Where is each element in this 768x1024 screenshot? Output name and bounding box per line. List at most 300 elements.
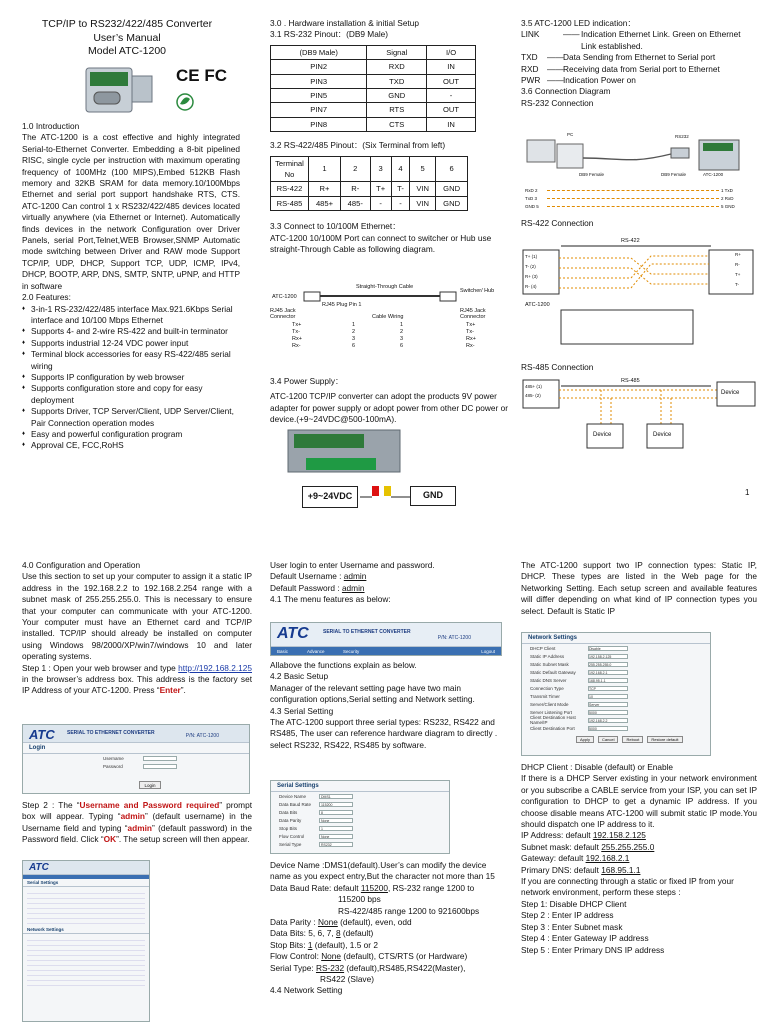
atc-logo: ATC — [29, 727, 55, 742]
login-user-row — [23, 754, 249, 762]
login-button[interactable]: Login — [139, 781, 161, 789]
table-cell: PIN8 — [271, 117, 367, 131]
step2-c: ” (default username) in the Username field and typing “ — [22, 811, 253, 833]
pin-label: R+ (3) — [525, 274, 538, 279]
configuration-heading: 4.0 Configuration and Operation — [22, 560, 141, 570]
default-username-line — [270, 571, 506, 582]
network-field-label: Client Destination Host Name/IP — [530, 715, 576, 725]
wire-pin: 3 — [352, 336, 356, 342]
serial-field-value[interactable]: None — [319, 834, 353, 839]
serial-field-label: Data Bits — [279, 809, 298, 815]
table-cell: 3 — [370, 156, 391, 182]
cancel-button[interactable]: Cancel — [598, 736, 618, 743]
network-field-label: Server/Client Mode — [530, 701, 569, 707]
serial-row — [271, 840, 449, 848]
atc-logo: ATC — [29, 862, 49, 873]
wire-pin: 1 — [352, 322, 356, 328]
rs232-heading: 3.1 RS-232 Pinout：(DB9 Male) — [270, 29, 389, 40]
table-cell: RTS — [367, 103, 427, 117]
dhcp-section — [521, 762, 757, 956]
led-desc: Indication Ethernet Link. Green on Ethernet Link established. — [581, 29, 741, 51]
rs422-left-pins — [525, 254, 538, 294]
network-field-value[interactable]: 5000 — [588, 710, 628, 715]
baud-line-3: RS-422/485 range 1200 to 921600bps — [338, 905, 480, 916]
gateway-value: 192.168.2.1 — [585, 853, 630, 864]
banner-text: SERIAL TO ETHERNET CONVERTER — [323, 629, 411, 635]
db9-right-label: DB9 Female — [661, 172, 687, 177]
serial-field-label: Flow Control — [279, 833, 305, 839]
baud-value: 115200 — [360, 882, 388, 893]
serial-paragraph: The ATC-1200 support three serial types: RS232, RS422 and RS485, The user can reference hardware diagram to directly . select RS232, RS422, RS485 by software. — [270, 717, 498, 750]
configuration-section — [22, 560, 252, 697]
led-row — [521, 29, 757, 52]
network-field-label: Static DNS Server — [530, 677, 567, 683]
table-cell: PIN5 — [271, 89, 367, 103]
serial-row — [271, 832, 449, 840]
default-password-label: Default Password : — [270, 582, 342, 593]
power-paragraph: ATC-1200 TCP/IP converter can adopt the products 9V power adapter for power supply or adopt power from other DC power or device.(+9~24VDC@500-100mA). — [270, 391, 508, 425]
pin-label: T+ (1) — [525, 254, 538, 259]
serial-field-value[interactable]: 115200 — [319, 802, 353, 807]
feature-item: ♦ Approval CE, FCC,RoHS — [22, 440, 240, 451]
setup-serial-title: Serial Settings — [23, 879, 149, 887]
setup-banner — [23, 861, 149, 875]
feature-item: ♦ 3-in-1 RS-232/422/485 interface Max.921.6Kbps Serial interface and 10/100 Mbps Ethernet — [22, 304, 240, 327]
mask-line — [521, 842, 757, 853]
wire-signal: Rx+ — [466, 336, 476, 342]
table-cell: PIN7 — [271, 103, 367, 117]
serial-row — [271, 800, 449, 808]
reboot-button[interactable]: Reboot — [622, 736, 643, 743]
step2-a: Step 2 : The “ — [22, 800, 80, 810]
table-cell: VIN — [410, 182, 436, 196]
table-cell: - — [370, 196, 391, 210]
network-field-value[interactable]: 168.95.1.1 — [588, 678, 628, 683]
device-label: ATC-1200 — [272, 294, 297, 300]
table-cell: PIN3 — [271, 74, 367, 88]
led-section — [521, 18, 757, 109]
serial-field-value[interactable]: None — [319, 818, 353, 823]
menu-tab-advance[interactable]: Advance — [307, 649, 325, 654]
login-banner — [23, 725, 249, 743]
wiring-row — [525, 186, 755, 194]
serial-field-value[interactable]: 1 — [319, 826, 353, 831]
db9-left-label: DB9 Female — [579, 172, 605, 177]
mask-value: 255.255.255.0 — [601, 841, 655, 852]
rs422-right-pins — [735, 252, 741, 292]
table-cell: 6 — [436, 156, 468, 182]
baud-line-2: 115200 bps — [338, 894, 381, 905]
username-input[interactable] — [143, 756, 177, 761]
menu-tab-security[interactable]: Security — [343, 649, 360, 654]
network-field-label: Transmit Timer — [530, 693, 560, 699]
parity-value: None — [317, 917, 338, 928]
bits-rest: (default) — [340, 928, 374, 939]
network-field-value[interactable]: 255.255.255.0 — [588, 662, 628, 667]
baud-line — [270, 883, 506, 894]
network-row — [522, 668, 710, 676]
wire-line — [547, 190, 719, 191]
serial-type-rest: (default),RS485,RS422(Master), — [344, 962, 466, 973]
wire-signal: Tx+ — [292, 322, 302, 328]
network-field-label: Static IP Address — [530, 653, 565, 659]
power-device-photo — [284, 428, 404, 482]
baud-label: Data Baud Rate: default — [270, 882, 361, 893]
hardware-heading: 3.0 . Hardware installation & initial Setup — [270, 18, 419, 28]
network-field-value[interactable]: 192.168.2.1 — [588, 670, 628, 675]
menu-screenshot — [270, 622, 502, 656]
intro-paragraph: The ATC-1200 is a cost effective and highly integrated Serial-to-Ethernet Converter. Embedding a 8-bit pipelined RISC, single cycle per instruction with maximum operating frequency of 100MHz (100 MIPS),Embed 512KB Flash memory and 32KB SRAM for data memory.10/100Mbps Ethernet and serial port support handshake RTS, CTS. ATC-1200 Can control 1 x RS232/422/485 devices located virtually anywhere (via Ethernet or Internet). Automatically finds devices in the network Configuration over Driver Panels, serial Port,Telnet,WEB Browser,SNMP Automatic mode switching between Driver and RAW mode Support TCP/IP, UDP, DHCP, Support TCP, UDP, ICMP, IPv4, DHCP, BOOTP, ARP, DNS, SMTP, SNTP, uPNP, and HTTP in software — [22, 132, 240, 291]
pn-text: P/N: ATC-1200 — [185, 733, 219, 739]
rs485-drawing — [521, 374, 757, 470]
pin-label: T- (2) — [525, 264, 536, 269]
pn-text: P/N: ATC-1200 — [437, 635, 471, 641]
pin-right: 5 GND — [721, 203, 735, 209]
login-title: Login — [23, 743, 249, 754]
cable-label: Straight-Through Cable — [356, 284, 414, 290]
power-plus-label: +9~24VDC — [302, 486, 358, 508]
network-field-label: Server Listening Port — [530, 709, 573, 715]
led-name: RXD — [521, 63, 539, 74]
login-screenshot — [22, 724, 250, 794]
ce-fc-marks: CE FC — [176, 66, 227, 85]
serial-row — [271, 824, 449, 832]
switch-label: Switcher/ Hub — [460, 288, 495, 294]
manual-title-block — [22, 18, 232, 59]
network-field-label: Connection Type — [530, 685, 564, 691]
wire-signal: Rx- — [292, 343, 301, 349]
wiring-row — [525, 194, 755, 202]
dhcp-heading: DHCP Client : Disable (default) or Enable — [521, 762, 674, 772]
serial-row — [271, 808, 449, 816]
pin-label: R- — [735, 262, 740, 267]
rs232-cable-label: RS232 — [675, 134, 689, 139]
dns-label: Primary DNS: default — [521, 864, 602, 875]
login-info-text: User login to enter Username and password. — [270, 560, 435, 570]
serial-heading: 4.3 Serial Setting — [270, 705, 334, 716]
plug-label: RJ45 Plug Pin 1 — [322, 302, 362, 308]
hardware-section — [270, 18, 506, 256]
gateway-label: Gateway: default — [521, 853, 586, 864]
dns-line — [521, 865, 757, 876]
table-cell: 485- — [341, 196, 370, 210]
network-row — [522, 676, 710, 684]
step2-e: ”. The setup screen will then appear. — [116, 834, 250, 845]
features-list — [22, 304, 240, 452]
wiring-table — [292, 322, 492, 350]
serial-settings-screenshot — [270, 780, 450, 854]
led-name: TXD — [521, 52, 538, 63]
serial-field-label: Serial Type — [279, 841, 302, 847]
network-field-value[interactable]: 192.168.2.2 — [588, 718, 628, 723]
feature-item: ♦ Supports Driver, TCP Server/Client, UDP Server/Client, Pair Connection operation modes — [22, 406, 240, 429]
led-desc: Data Sending from Ethernet to Serial port — [563, 52, 716, 63]
table-cell: VIN — [410, 196, 436, 210]
wire-line — [547, 198, 719, 199]
table-cell: OUT — [427, 74, 476, 88]
serial-row — [271, 792, 449, 800]
menu-banner — [271, 623, 501, 647]
led-row — [521, 64, 757, 75]
wire-pin: 6 — [352, 343, 356, 349]
network-field-value[interactable]: 192.158.2.125 — [588, 654, 628, 659]
pin-right: 1 TxD — [721, 187, 733, 193]
pin-right: 2 RxD — [721, 195, 734, 201]
restore-default-button[interactable]: Restore default — [647, 736, 682, 743]
parity-line — [270, 917, 506, 928]
led-row — [521, 52, 757, 63]
step1-text-b: in the browser’s address box. This address is the factory set IP Address of your ATC-1200. Press “ — [22, 674, 252, 696]
setup-network-rows — [23, 934, 149, 988]
wire-signal: Rx- — [466, 343, 475, 349]
network-field-value[interactable]: 10 — [588, 694, 628, 699]
login-info-section — [270, 560, 506, 606]
table-cell: TXD — [367, 74, 427, 88]
router-url-link[interactable]: http://192.168.2.125 — [178, 662, 252, 673]
ethernet-paragraph: ATC-1200 10/100M Port can connect to switcher or Hub use straight-Through Cable as following diagram. — [270, 232, 492, 255]
menu-heading: 4.1 The menu features as below: — [270, 594, 391, 605]
rohs-leaf-icon — [174, 92, 196, 112]
step2-admin-2: admin — [127, 822, 152, 833]
power-heading: 3.4 Power Supply： — [270, 376, 344, 386]
table-cell: 1 — [309, 156, 341, 182]
table-cell: 2 — [341, 156, 370, 182]
parity-rest: (default), even, odd — [337, 917, 412, 928]
fixed-step: Step 2 : Enter IP address — [521, 910, 614, 921]
pin-label: 485+ (1) — [525, 384, 542, 389]
atc-label: ATC-1200 — [703, 172, 724, 177]
basic-paragraph: Manager of the relevant setting page have two main configuration options,Serial setting and Network setting. — [270, 682, 475, 705]
bits-value: 8 — [335, 928, 341, 939]
configuration-paragraph: Use this section to set up your computer to assign it a static IP address in the 192.168.2.2 to 192.168.2.254 range with a subnet mask of 255.255.255.0. This is necessary to ensure that your computer can communicate with your ATC-1200. Your computer must have an Ethernet card and TCP/IP installed. TCP/IP should already be installed on computer using Windows 98/2000/XP/win7/windows 10 and later operating systems. — [22, 571, 252, 662]
network-row — [522, 660, 710, 668]
step2-paragraph — [22, 800, 252, 846]
feature-item: ♦ Supports configuration store and copy for easy deployment — [22, 383, 240, 406]
feature-item: ♦ Easy and powerful configuration program — [22, 429, 240, 440]
serial-type-value: RS-232 — [315, 962, 345, 973]
rs422-bus-label: RS-422 — [621, 238, 640, 244]
ip-label: IP Address: default — [521, 830, 593, 841]
menu-tab-basic[interactable]: Basic — [277, 649, 289, 654]
step2-b: ” prompt box will appear. Typing “ — [22, 800, 253, 822]
power-gnd-label: GND — [410, 486, 456, 506]
flow-value: None — [321, 951, 342, 962]
left-jack-label: RJ45 Jack Connector — [270, 308, 296, 320]
wire-line — [547, 206, 719, 207]
network-settings-screenshot — [521, 632, 711, 756]
login-pass-row — [23, 762, 249, 770]
setup-serial-rows — [23, 887, 149, 926]
wiring-row — [525, 202, 755, 210]
power-terminal-icon — [360, 484, 412, 510]
network-row — [522, 652, 710, 660]
ip-types-section — [521, 560, 757, 617]
network-field-value[interactable]: Server — [588, 702, 628, 707]
led-dash: —— — [547, 52, 564, 63]
table-cell: GND — [367, 89, 427, 103]
table-cell: 4 — [391, 156, 409, 182]
fixed-step: Step 5 : Enter Primary DNS IP address — [521, 944, 665, 955]
enter-keyword: Enter — [159, 685, 181, 696]
basic-setup-section — [270, 660, 506, 751]
wire-pin: 2 — [400, 329, 404, 335]
serial-field-value[interactable]: 8 — [319, 810, 353, 815]
network-field-value[interactable]: TCP — [588, 686, 628, 691]
serial-field-label: Data Parity — [279, 817, 302, 823]
fixed-ip-text: If you are connecting through a static or fixed IP from your network environment, perform these steps : — [521, 876, 734, 898]
rs422-connection-diagram — [521, 232, 757, 352]
rs485-bus-label: RS-485 — [621, 378, 640, 384]
ip-types-paragraph: The ATC-1200 support two IP connection types: Static IP, DHCP. These types are listed in the Web page for the Networking Setting. Each setup screen and available features will differ depending on what kind of IP connection types you select. Default is Static IP — [521, 560, 757, 616]
serial-field-label: Device Name — [279, 793, 307, 799]
network-field-label: Static Subnet Mask — [530, 661, 569, 667]
network-field-value[interactable]: 5000 — [588, 726, 628, 731]
network-buttons — [522, 736, 710, 743]
menu-tab-logout[interactable]: Logout — [481, 649, 495, 654]
banner-text: SERIAL TO ETHERNET CONVERTER — [67, 730, 155, 736]
rs485-left-pins — [525, 384, 542, 402]
step2-d: ” (default password) in the Password field. Click “ — [22, 822, 252, 845]
wiring-row — [292, 322, 492, 329]
password-label: Password — [103, 763, 123, 769]
table-cell: PIN2 — [271, 60, 367, 74]
baud-range: , RS-232 range 1200 to — [387, 882, 475, 893]
led-row — [521, 75, 757, 86]
step1-paragraph — [22, 663, 252, 697]
allow-text: Allabove the functions explain as below. — [270, 660, 417, 670]
setup-network-title: Network Settings — [23, 926, 149, 934]
pin-left: GND 5 — [525, 203, 539, 209]
table-cell: T- — [391, 182, 409, 196]
rs422-pinout-table — [270, 156, 468, 212]
network-field-label: Static Default Gateway — [530, 669, 576, 675]
page-number: 1 — [745, 488, 750, 497]
setup-row — [27, 919, 145, 924]
rs422-connection-heading: RS-422 Connection — [521, 218, 594, 228]
basic-heading: 4.2 Basic Setup — [270, 671, 329, 682]
setup-screenshot — [22, 860, 150, 1022]
stop-value: 1 — [307, 939, 313, 950]
wire-pin: 6 — [400, 343, 404, 349]
table-cell: IN — [427, 60, 476, 74]
rs485-device-1: Device — [593, 432, 612, 438]
pin-label: R+ — [735, 252, 741, 257]
default-password-line — [270, 583, 506, 594]
stop-line — [270, 940, 506, 951]
wire-signal: Rx+ — [292, 336, 302, 342]
stop-rest: (default), 1.5 or 2 — [312, 939, 378, 950]
features-heading: 2.0 Features: — [22, 292, 71, 303]
step2-admin: admin — [120, 811, 145, 822]
feature-item: ♦ Terminal block accessories for easy RS-422/485 serial wiring — [22, 349, 240, 372]
rs422-drawing — [521, 232, 757, 352]
pin-label: T+ — [735, 272, 741, 277]
dhcp-paragraph: If there is a DHCP Server existing in your network environment or you subscribe a CABLE service from your ISP, you can set IP configuration to DHCP to get a dynamic IP address. If you choose disable means ATC-1200 will submit static IP mode.You should dispatch one IP address to it. — [521, 773, 757, 830]
ethernet-heading: 3.3 Connect to 10/100M Ethernet： — [270, 221, 401, 232]
rs232-wiring — [525, 186, 755, 210]
atc-logo: ATC — [277, 625, 309, 642]
network-row — [522, 644, 710, 652]
device-name-text: Device Name :DMS1(default).User’s can modify the device name as you expect entry,But the character not more than 15 — [270, 860, 495, 882]
pin-label: 485- (2) — [525, 393, 541, 398]
wire-signal: Tx- — [466, 329, 474, 335]
cable-diagram — [270, 282, 506, 362]
table-cell: (DB9 Male) — [271, 45, 367, 59]
connection-heading: 3.6 Connection Diagram — [521, 86, 611, 97]
led-heading: 3.5 ATC-1200 LED indication： — [521, 18, 636, 28]
right-jack-label: RJ45 Jack Connector — [460, 308, 486, 320]
table-cell: RXD — [367, 60, 427, 74]
table-cell: RS-422 — [271, 182, 309, 196]
table-cell: 485+ — [309, 196, 341, 210]
network-settings-title: Network Settings — [522, 633, 710, 644]
dns-value: 168.95.1.1 — [601, 864, 641, 875]
serial-field-label: Stop Bits — [279, 825, 298, 831]
default-username-label: Default Username : — [270, 571, 344, 582]
rs422-device-label: ATC-1200 — [525, 302, 550, 308]
title-line-3: Model ATC-1200 — [87, 45, 166, 57]
network-row — [522, 716, 710, 724]
password-input[interactable] — [143, 764, 177, 769]
pc-label: PC — [567, 132, 574, 137]
rs485-connection-diagram — [521, 374, 757, 470]
serial-field-label: Data Baud Rate — [279, 801, 312, 807]
feature-item: ♦ Supports industrial 12-24 VDC power input — [22, 338, 240, 349]
table-cell: GND — [436, 196, 468, 210]
network-row — [522, 724, 710, 732]
bits-label: Data Bits: 5, 6, 7, — [270, 928, 336, 939]
wire-pin: 3 — [400, 336, 404, 342]
pin-label: T- — [735, 282, 739, 287]
network-field-label: DHCP Client — [530, 645, 556, 651]
wiring-label: Cable Wiring — [372, 314, 404, 320]
network-field-value[interactable]: Disable — [588, 646, 628, 651]
wire-pin: 1 — [400, 322, 404, 328]
flow-line — [270, 951, 506, 962]
table-cell: RS-485 — [271, 196, 309, 210]
serial-field-value[interactable]: RS232 — [319, 842, 353, 847]
led-name: PWR — [521, 75, 541, 86]
serial-type-line — [270, 963, 506, 974]
setup-row — [27, 981, 145, 986]
pin-label: R- (4) — [525, 284, 537, 289]
rs232-pinout-table — [270, 45, 476, 132]
rs485-connection-heading: RS-485 Connection — [521, 362, 594, 372]
serial-type-label: Serial Type: — [270, 962, 316, 973]
led-dash: —— — [547, 75, 564, 86]
default-password-value: admin — [341, 582, 365, 593]
username-label: Username — [103, 755, 124, 761]
rs422-heading: 3.2 RS-422/485 Pinout：(Six Terminal from left) — [270, 140, 446, 151]
fixed-step: Step 3 : Enter Subnet mask — [521, 921, 623, 932]
step1-text: Step 1 : Open your web browser and type — [22, 662, 179, 673]
ip-line — [521, 830, 757, 841]
serial-field-value[interactable]: DMS1 — [319, 794, 353, 799]
ip-value: 192.158.2.125 — [592, 830, 646, 841]
led-dash: —— — [563, 29, 580, 40]
led-desc: Indication Power on — [563, 75, 636, 86]
step2-ok: OK — [103, 834, 117, 845]
apply-button[interactable]: Apply — [576, 736, 594, 743]
step2-text — [22, 800, 252, 846]
step1-text-c: ”. — [180, 685, 186, 696]
table-cell: T+ — [370, 182, 391, 196]
network-row — [522, 692, 710, 700]
table-cell: 5 — [410, 156, 436, 182]
intro-section — [22, 118, 240, 452]
table-cell: Terminal No — [271, 156, 309, 182]
stop-label: Stop Bits: — [270, 939, 308, 950]
